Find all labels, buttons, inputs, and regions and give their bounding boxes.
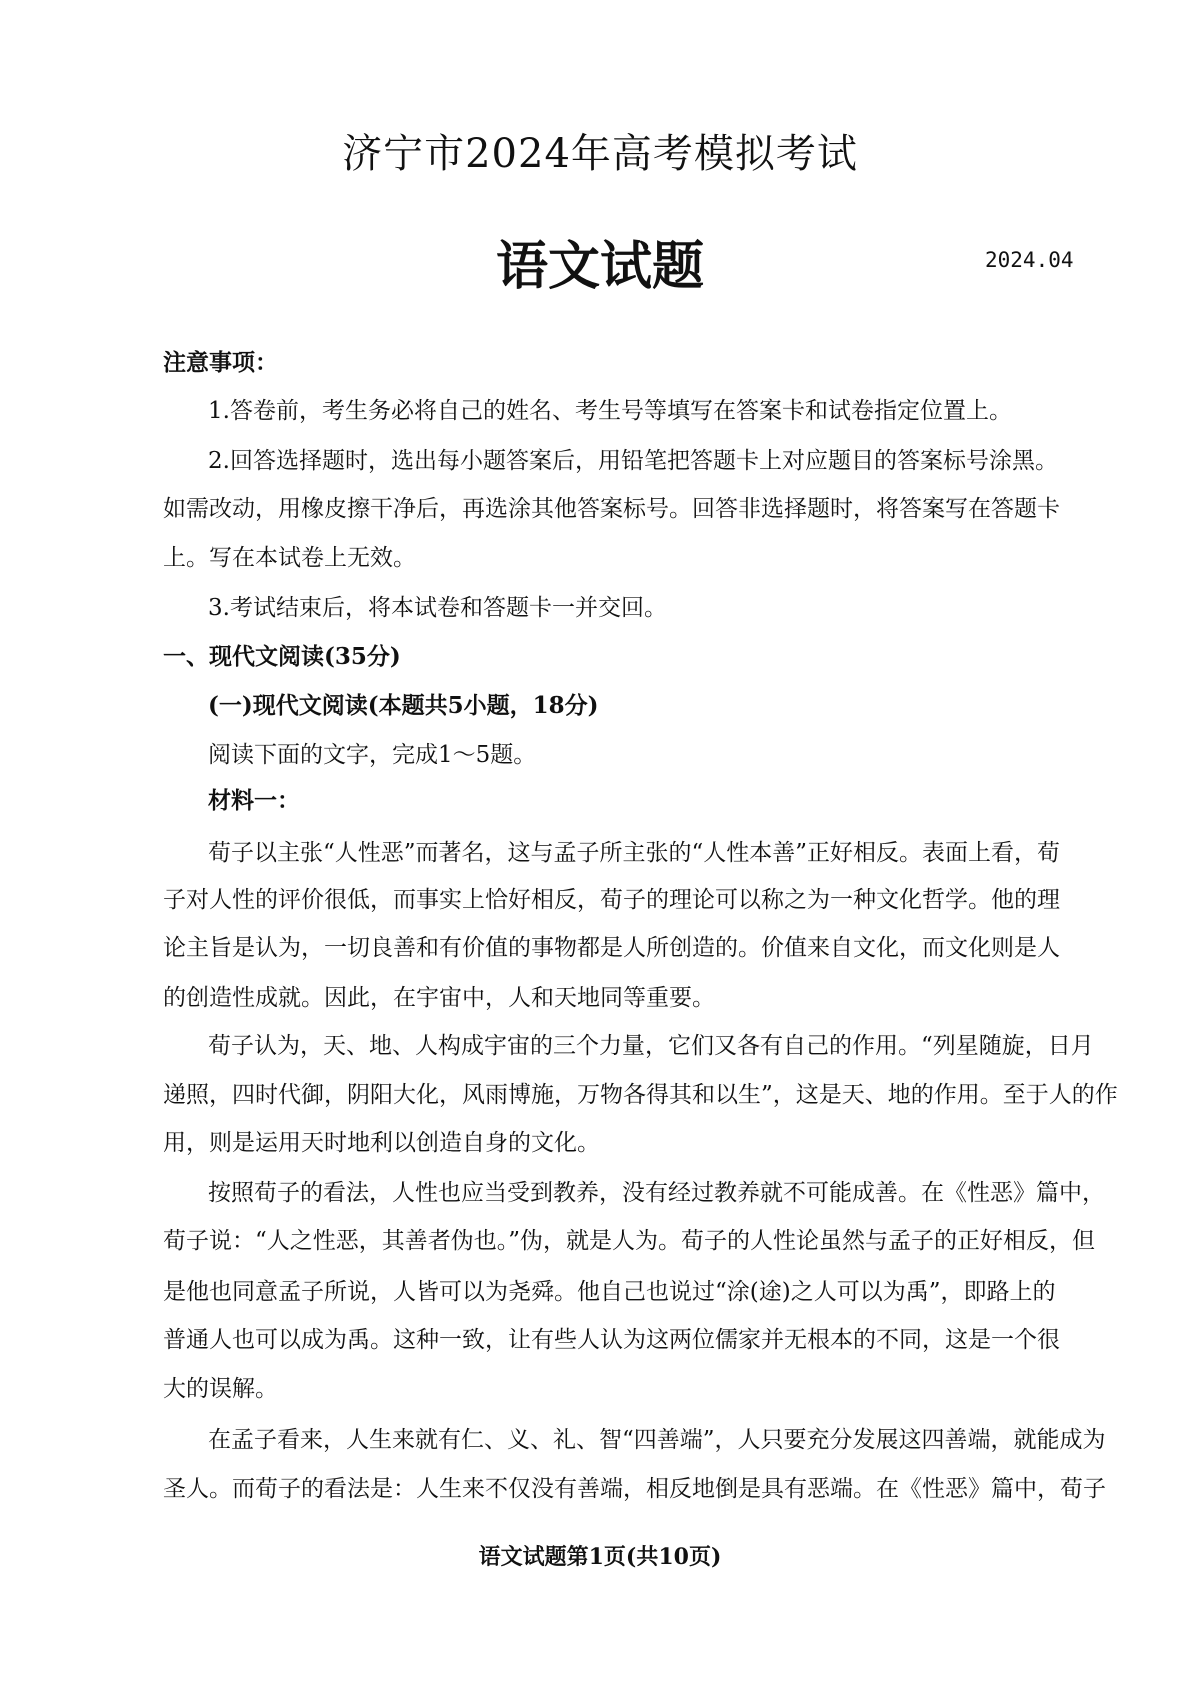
reading-instruction: 阅读下面的文字，完成1～5题。 xyxy=(208,742,537,768)
body-line: 按照荀子的看法，人性也应当受到教养，没有经过教养就不可能成善。在《性恶》篇中， xyxy=(208,1180,1105,1206)
body-line: 荀子认为，天、地、人构成宇宙的三个力量，它们又各有自己的作用。“列星随旋，日月 xyxy=(208,1033,1094,1059)
body-line: 荀子以主张“人性恶”而著名，这与孟子所主张的“人性本善”正好相反。表面上看，荀 xyxy=(208,840,1061,866)
notice-item: 1.答卷前，考生务必将自己的姓名、考生号等填写在答案卡和试卷指定位置上。 xyxy=(208,398,1012,424)
body-line: 普通人也可以成为禹。这种一致，让有些人认为这两位儒家并无根本的不同，这是一个很 xyxy=(163,1327,1060,1353)
body-line: 子对人性的评价很低，而事实上恰好相反，荀子的理论可以称之为一种文化哲学。他的理 xyxy=(163,887,1060,913)
notice-heading: 注意事项： xyxy=(163,349,278,376)
page-footer: 语文试题第1页(共10页) xyxy=(478,1544,722,1570)
exam-title: 济宁市2024年高考模拟考试 xyxy=(342,131,858,177)
body-line: 论主旨是认为，一切良善和有价值的事物都是人所创造的。价值来自文化，而文化则是人 xyxy=(163,935,1060,961)
notice-item: 如需改动，用橡皮擦干净后，再选涂其他答案标号。回答非选择题时，将答案写在答题卡 xyxy=(163,496,1060,522)
body-line: 荀子说：“人之性恶，其善者伪也。”伪，就是人为。荀子的人性论虽然与孟子的正好相反，但 xyxy=(163,1228,1096,1254)
exam-date: 2024.04 xyxy=(985,248,1074,272)
body-line: 圣人。而荀子的看法是：人生来不仅没有善端，相反地倒是具有恶端。在《性恶》篇中，荀子 xyxy=(163,1476,1106,1502)
body-line: 递照，四时代御，阴阳大化，风雨博施，万物各得其和以生”，这是天、地的作用。至于人的作 xyxy=(163,1082,1118,1108)
section-heading: 一、现代文阅读(35分) xyxy=(163,643,401,670)
notice-item: 3.考试结束后，将本试卷和答题卡一并交回。 xyxy=(208,595,667,621)
body-line: 在孟子看来，人生来就有仁、义、礼、智“四善端”，人只要充分发展这四善端，就能成为 xyxy=(208,1427,1106,1453)
notice-item: 上。写在本试卷上无效。 xyxy=(163,545,416,571)
material-label: 材料一： xyxy=(208,787,300,814)
exam-subject-title: 语文试题 xyxy=(495,236,704,297)
body-line: 的创造性成就。因此，在宇宙中，人和天地同等重要。 xyxy=(163,985,715,1011)
body-line: 大的误解。 xyxy=(163,1376,278,1402)
body-line: 用，则是运用天时地利以创造自身的文化。 xyxy=(163,1130,600,1156)
notice-item: 2.回答选择题时，选出每小题答案后，用铅笔把答题卡上对应题目的答案标号涂黑。 xyxy=(208,448,1058,474)
body-line: 是他也同意孟子所说，人皆可以为尧舜。他自己也说过“涂(途)之人可以为禹”，即路上的 xyxy=(163,1279,1056,1305)
section-subheading: (一)现代文阅读(本题共5小题，18分) xyxy=(208,692,599,719)
